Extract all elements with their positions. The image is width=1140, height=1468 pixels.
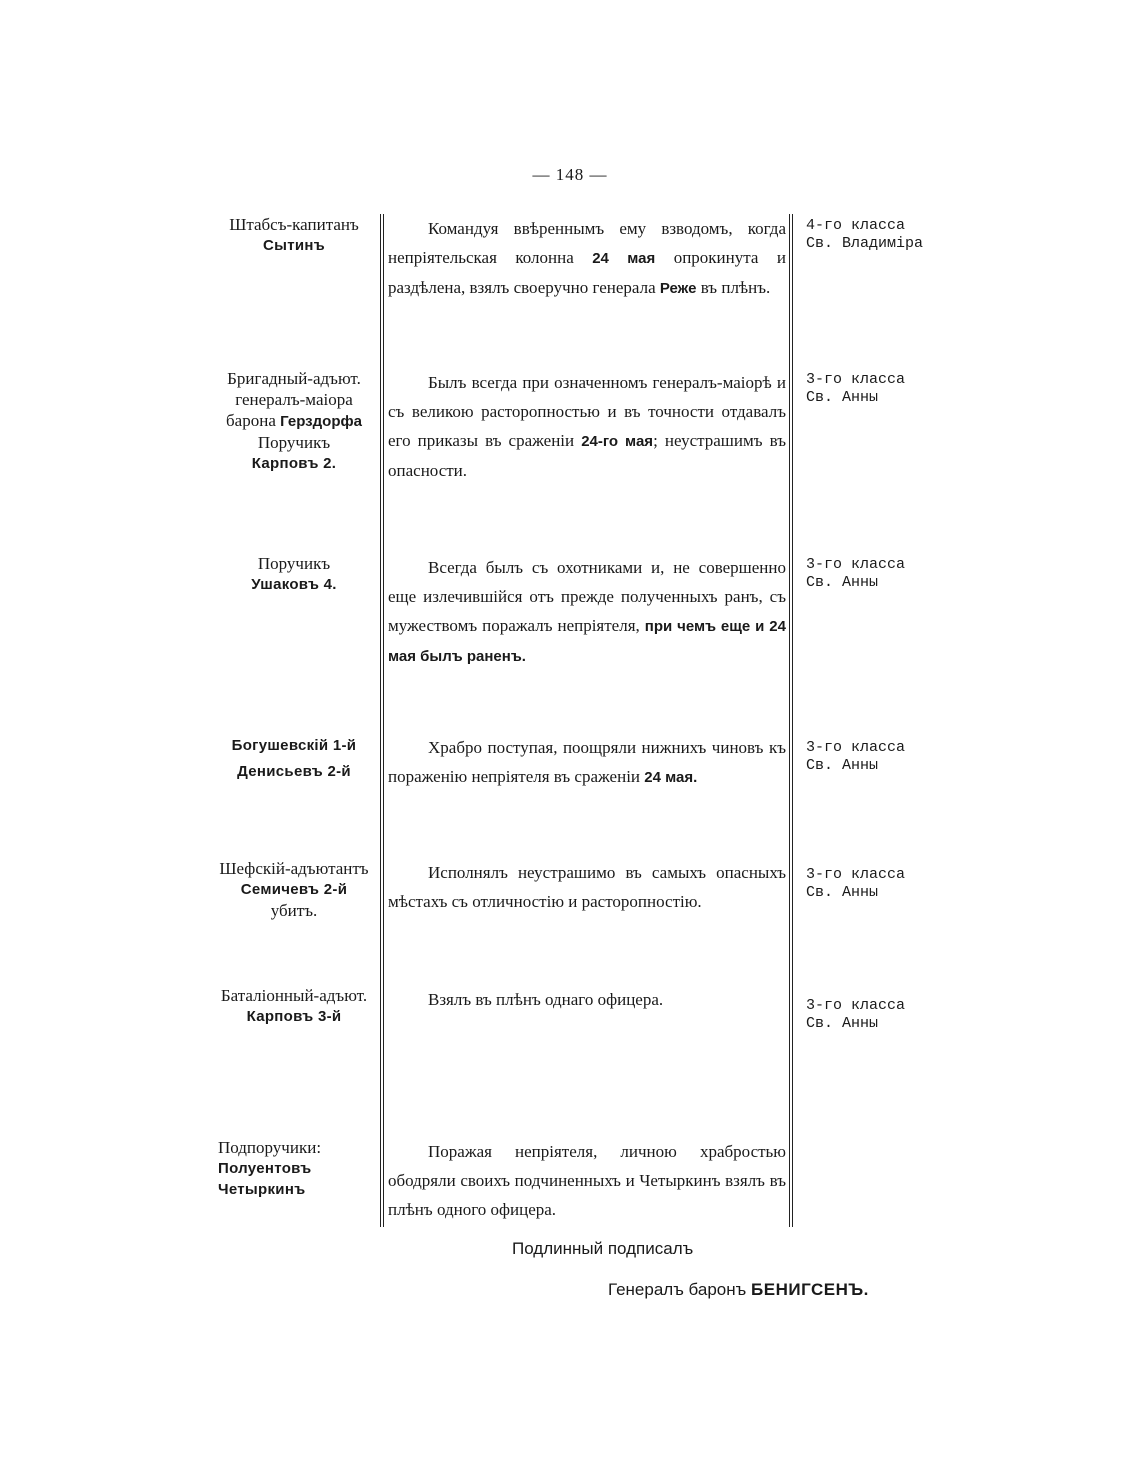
officer-rank: Подпоручики:	[218, 1138, 322, 1157]
deed-description	[388, 214, 786, 303]
deed-description	[388, 858, 786, 916]
officer-rank: Бригадный-адъют.	[227, 369, 361, 388]
officer-status: убитъ.	[270, 901, 318, 920]
officer-name: Денисьевъ 2-й	[237, 763, 351, 780]
award-order-line: 4-го класса	[806, 217, 906, 234]
award-order	[806, 866, 946, 902]
award-order	[806, 997, 946, 1033]
deed-description	[388, 553, 786, 671]
deed-description	[388, 1137, 786, 1224]
deed-text: Исполнялъ неустрашимо въ самыхъ опасныхъ мѣстахъ съ отличностію и расторопностію.	[388, 863, 786, 911]
officer-name: Семичевъ 2-й	[240, 881, 348, 898]
award-order	[806, 217, 946, 253]
signer-title: Генералъ баронъ	[608, 1280, 747, 1299]
officer-rank: Баталіонный-адъют.	[220, 986, 368, 1005]
officer-rank	[210, 410, 378, 432]
deed-text: Командуя ввѣреннымъ ему взводомъ, когда непріятельская колонна	[388, 219, 786, 267]
officer-rank-cell	[210, 553, 378, 595]
signature	[608, 1280, 869, 1300]
award-order-line: Св. Анны	[806, 1015, 879, 1032]
award-order	[806, 739, 946, 775]
officer-rank: Штабсъ-капитанъ	[229, 215, 359, 234]
officer-rank-cell	[210, 858, 378, 921]
award-order-line: Св. Анны	[806, 389, 879, 406]
award-order-line: 3-го класса	[806, 371, 906, 388]
deed-text: Взялъ въ плѣнъ однаго офицера.	[428, 990, 664, 1009]
deed-emphasis: 24-го мая	[581, 433, 654, 450]
officer-rank-cell	[210, 214, 378, 256]
award-order-line: 3-го класса	[806, 739, 906, 756]
officer-rank-cell	[210, 733, 378, 785]
officer-name: Сытинъ	[262, 237, 325, 254]
award-order-line: Св. Владиміра	[806, 235, 924, 252]
deed-text: опрокинута и раздѣлена, взялъ своеручно генерала	[388, 248, 786, 297]
deed-text: Былъ всегда при означенномъ генералъ-маіорѣ и съ великою расторопностью и въ точности отдавалъ его приказы въ сраженіи	[388, 373, 786, 450]
award-order-line: 3-го класса	[806, 866, 906, 883]
deed-emphasis: 24 мая	[592, 250, 656, 267]
deed-text: ; неустрашимъ въ опасности.	[388, 431, 786, 480]
award-order-line: Св. Анны	[806, 757, 879, 774]
deed-text: въ плѣнъ.	[696, 278, 771, 297]
deed-description	[388, 368, 786, 485]
deed-text: Всегда былъ съ охотниками и, не совершенно еще излечившійся отъ прежде полученныхъ ранъ, съ мужествомъ поражалъ непріятеля,	[388, 558, 786, 635]
officer-name: Ушаковъ 4.	[251, 576, 337, 593]
signer-name: БЕНИГСЕНЪ.	[751, 1280, 869, 1299]
officer-rank-cell	[218, 1137, 386, 1200]
deed-emphasis: Реже	[659, 280, 697, 297]
deed-text: Храбро поступая, поощряли нижнихъ чиновъ къ пораженію непріятеля въ сраженіи	[388, 738, 786, 786]
officer-name: Карповъ 3-й	[246, 1008, 342, 1025]
column-divider-right	[789, 214, 793, 1227]
officer-rank: Поручикъ	[257, 433, 331, 452]
award-order	[806, 556, 946, 592]
officer-rank: Шефскій-адъютантъ	[219, 859, 369, 878]
officer-rank: генералъ-маіора	[235, 390, 353, 409]
page-number: — 148 —	[532, 165, 608, 184]
officer-name: Герздорфа	[280, 413, 362, 430]
award-order-line: Св. Анны	[806, 884, 879, 901]
deed-emphasis: 24 мая.	[644, 769, 698, 786]
deed-emphasis: при чемъ еще и 24 мая былъ раненъ.	[388, 618, 786, 665]
award-order	[806, 371, 946, 407]
deed-text: Поражая непріятеля, личною храбростью ободряли своихъ подчиненныхъ и Четыркинъ взялъ въ плѣнъ одного офицера.	[388, 1142, 786, 1219]
officer-name: Карповъ 2.	[251, 455, 337, 472]
officer-name: Полуентовъ	[218, 1160, 312, 1177]
column-divider-left	[380, 214, 384, 1227]
deed-description	[388, 985, 786, 1014]
award-order-line: 3-го класса	[806, 997, 906, 1014]
officer-name: Четыркинъ	[218, 1181, 306, 1198]
award-order-line: Св. Анны	[806, 574, 879, 591]
officer-name: Богушевскій 1-й	[231, 737, 357, 754]
signed-label: Подлинный подписалъ	[512, 1239, 694, 1258]
deed-description	[388, 733, 786, 792]
award-order-line: 3-го класса	[806, 556, 906, 573]
officer-rank-prefix: барона	[226, 411, 281, 430]
officer-rank-cell	[210, 985, 378, 1027]
officer-rank: Поручикъ	[257, 554, 331, 573]
officer-rank-cell	[210, 368, 378, 474]
